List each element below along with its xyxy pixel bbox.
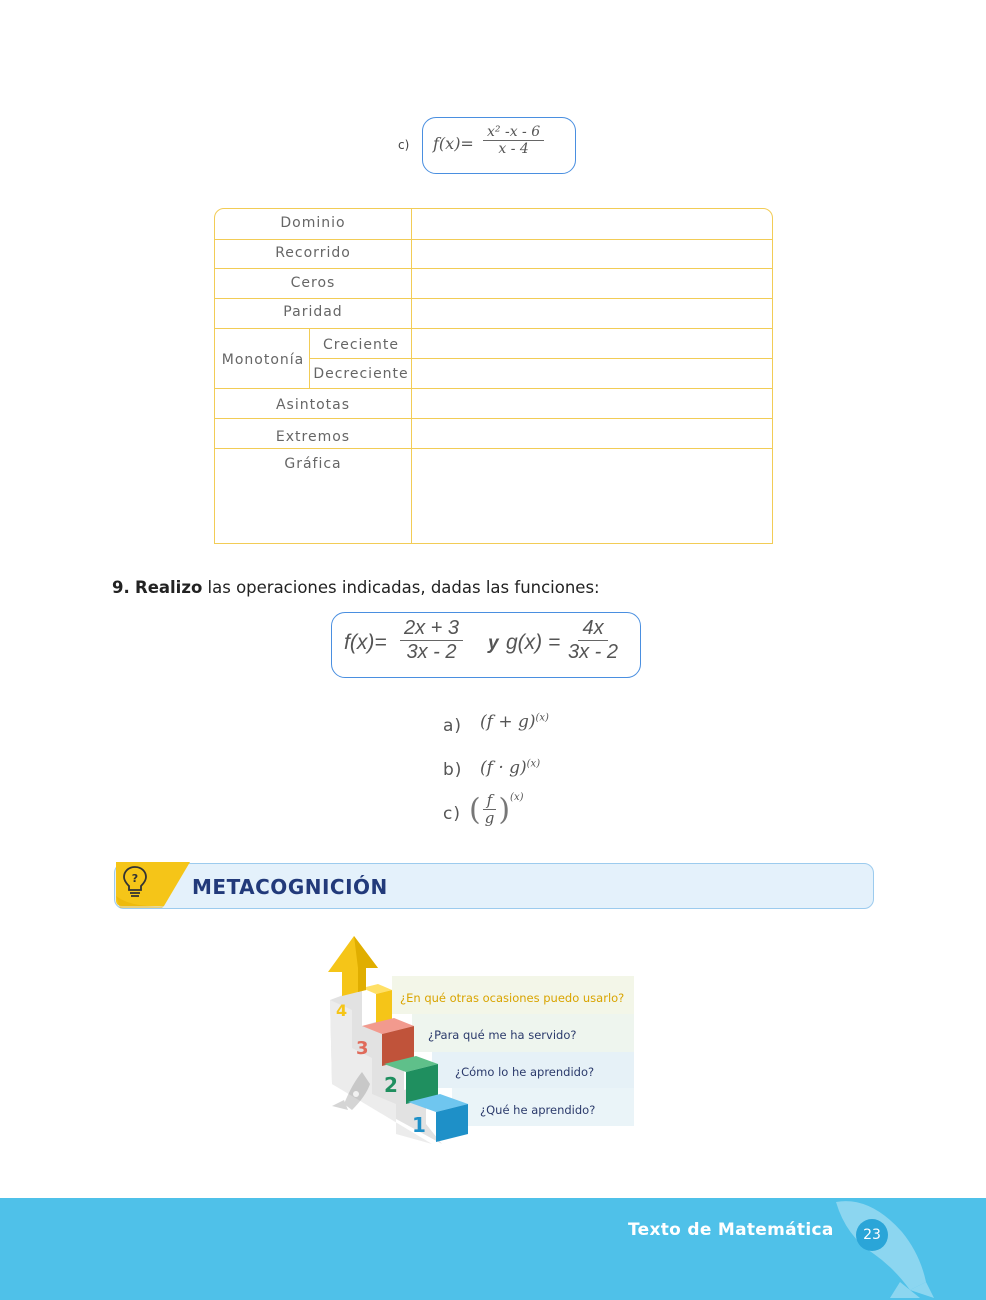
g-lhs: g(x) = [506, 631, 561, 654]
functions-box [331, 612, 641, 678]
row-recorrido: Recorrido [275, 245, 351, 261]
footer-book-title: Texto de Matemática [628, 1220, 834, 1240]
operation-c-label: c) [443, 804, 461, 824]
question-9 [112, 578, 600, 597]
operation-a-expr: $(f + g)^{(x)}$ [480, 712, 549, 732]
g-fraction [564, 617, 622, 664]
formula-c-lhs: f(x)= [433, 134, 474, 153]
metacognition-stairs [322, 934, 634, 1148]
step-4-question: ¿En qué otras ocasiones puedo usarlo? [400, 991, 625, 1005]
step-1-number: 1 [412, 1113, 426, 1137]
step-1-question: ¿Qué he aprendido? [480, 1103, 596, 1117]
operation-c-expr: ( $\frac{f}{g}$ )$^{(x)}$ [469, 791, 524, 828]
operation-a-label: a) [443, 716, 463, 736]
step-2-number: 2 [384, 1073, 398, 1097]
formula-c-box [422, 117, 576, 174]
operation-b-expr: $(f \cdot g)^{(x)}$ [480, 758, 541, 778]
question-9-verb: Realizo [135, 578, 203, 597]
question-9-number: 9. [112, 578, 130, 597]
lightbulb-question-icon [120, 864, 150, 898]
row-monotonia: Monotonía [221, 352, 305, 368]
formula-c-numerator: x² -x - 6 [483, 124, 544, 141]
connector-y: y [488, 633, 499, 654]
formula-c-denominator: x - 4 [498, 141, 529, 158]
f-denominator: 3x - 2 [406, 641, 457, 663]
g-numerator: 4x [578, 617, 607, 641]
metacognition-title: METACOGNICIÓN [192, 875, 388, 899]
row-extremos: Extremos [275, 429, 351, 445]
formula-c-label: c) [398, 138, 410, 152]
row-grafica: Gráfica [284, 456, 342, 472]
analysis-table [214, 208, 773, 544]
operation-b-label: b) [443, 760, 463, 780]
step-3-question: ¿Para qué me ha servido? [428, 1028, 577, 1042]
question-9-text: las operaciones indicadas, dadas las funciones: [202, 578, 600, 597]
g-denominator: 3x - 2 [568, 641, 619, 663]
row-creciente: Creciente [322, 337, 399, 353]
page-number: 23 [856, 1219, 888, 1251]
f-numerator: 2x + 3 [400, 617, 463, 641]
row-decreciente: Decreciente [313, 366, 409, 382]
row-dominio: Dominio [280, 215, 346, 231]
f-lhs: f(x)= [344, 631, 387, 654]
formula-c-fraction [483, 124, 544, 157]
step-2-question: ¿Cómo lo he aprendido? [455, 1065, 595, 1079]
step-4-number: 4 [336, 1001, 348, 1020]
f-fraction [400, 617, 463, 664]
svg-text:?: ? [131, 872, 139, 885]
row-ceros: Ceros [290, 275, 336, 291]
row-paridad: Paridad [283, 304, 343, 320]
footer-rocket-icon [830, 1198, 950, 1298]
step-3-number: 3 [356, 1038, 369, 1059]
row-asintotas: Asintotas [275, 397, 351, 413]
